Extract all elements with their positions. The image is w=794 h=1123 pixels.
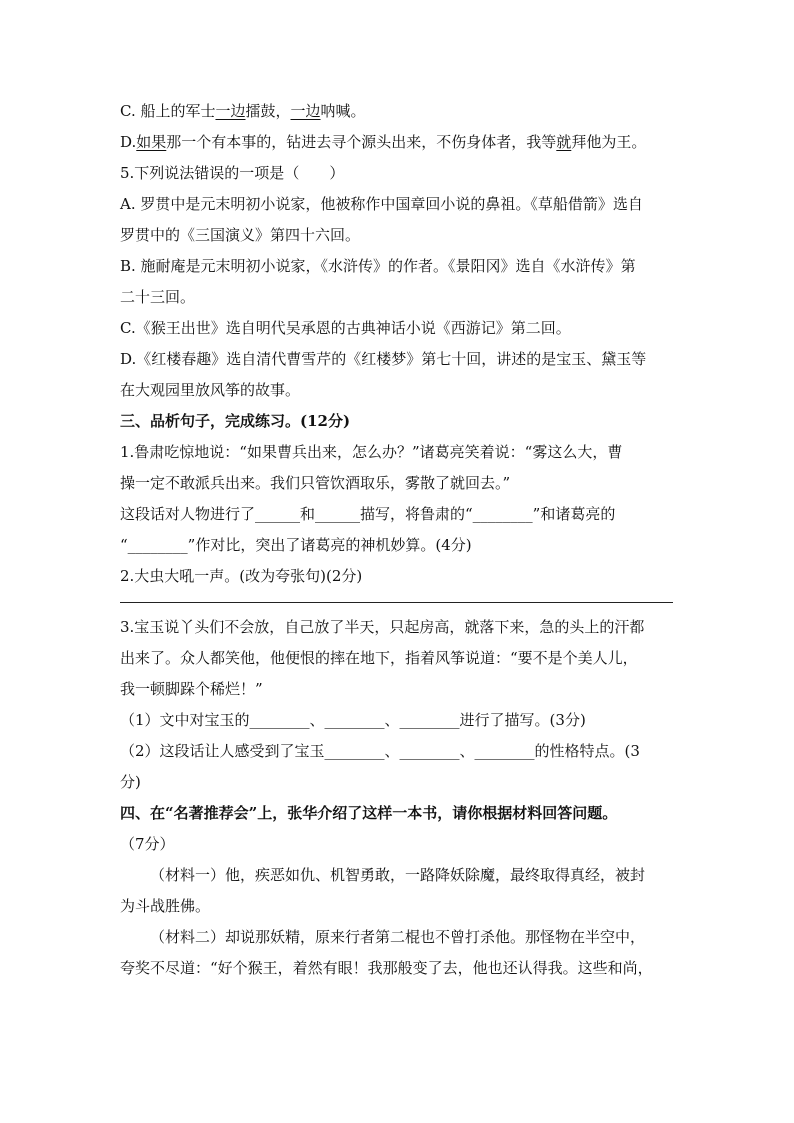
underlined-word: 就 xyxy=(556,133,572,151)
sec3-q3-sub2-line2: 分) xyxy=(120,773,141,791)
sec3-q3-sub2-line1: （2）这段话让人感受到了宝玉________、________、________的性格特点。(3 xyxy=(120,742,640,760)
q5-option-d-line2: 在大观园里放风筝的故事。 xyxy=(120,381,301,399)
sec3-q2: 2.大虫大吼一声。(改为夸张句)(2分) xyxy=(120,567,363,585)
material-2-line2: 夸奖不尽道：“好个猴王，着然有眼！我那般变了去，他也还认得我。这些和尚， xyxy=(120,959,653,977)
q4-option-d: D.如果那一个有本事的，钻进去寻个源头出来，不伤身体者，我等就拜他为王。 xyxy=(120,133,647,151)
section-4-heading: 四、在“名著推荐会”上，张华介绍了这样一本书，请你根据材料回答问题。 xyxy=(120,804,618,822)
q5-option-a-line2: 罗贯中的《三国演义》第四十六回。 xyxy=(120,226,361,244)
worksheet-page xyxy=(120,96,675,984)
section-4-heading-score: （7分） xyxy=(120,835,175,853)
sec3-q1-line4: “________”作对比，突出了诸葛亮的神机妙算。(4分) xyxy=(120,536,472,554)
sec3-q1-line1: 1.鲁肃吃惊地说：“如果曹兵出来，怎么办？”诸葛亮笑着说：“雾这么大，曹 xyxy=(120,443,623,461)
underlined-word: 如果 xyxy=(136,133,167,151)
q5-option-a-line1: A. 罗贯中是元末明初小说家，他被称作中国章回小说的鼻祖。《草船借箭》选自 xyxy=(120,195,643,213)
underlined-word: 一边 xyxy=(290,102,321,120)
sec3-q3-line3: 我一顿脚跺个稀烂！” xyxy=(120,680,263,698)
material-1-line2: 为斗战胜佛。 xyxy=(120,897,211,915)
underlined-word: 一边 xyxy=(215,102,246,120)
sec3-q1-line3: 这段话对人物进行了______和______描写，将鲁肃的“________”和诸葛亮的 xyxy=(120,505,616,523)
q5-option-b-line2: 二十三回。 xyxy=(120,288,196,306)
sec3-q3-sub1: （1）文中对宝玉的________、________、________进行了描写。(3分) xyxy=(120,711,586,729)
sec3-q3-line2: 出来了。众人都笑他，他便恨的摔在地下，指着风筝说道：“要不是个美人儿， xyxy=(120,649,638,667)
sec3-q3-line1: 3.宝玉说丫头们不会放，自己放了半天，只起房高，就落下来，急的头上的汗都 xyxy=(120,618,645,636)
q5-option-d-line1: D.《红楼春趣》选自清代曹雪芹的《红楼梦》第七十回，讲述的是宝玉、黛玉等 xyxy=(120,350,647,368)
q5-option-c: C.《猴王出世》选自明代吴承恩的古典神话小说《西游记》第二回。 xyxy=(120,319,571,337)
sec3-q1-line2: 操一定不敢派兵出来。我们只管饮酒取乐，雾散了就回去。” xyxy=(120,474,511,492)
material-2-line1: （材料二）却说那妖精，原来行者第二棍也不曾打杀他。那怪物在半空中， xyxy=(150,928,646,946)
q4-option-c: C. 船上的军士一边擂鼓，一边呐喊。 xyxy=(120,102,366,120)
section-3-heading: 三、品析句子，完成练习。(12分) xyxy=(120,412,351,430)
answer-line xyxy=(120,602,673,603)
q5-stem: 5.下列说法错误的一项是（ ） xyxy=(120,164,345,182)
material-1-line1: （材料一）他，疾恶如仇、机智勇敢，一路降妖除魔，最终取得真经，被封 xyxy=(150,866,646,884)
q5-option-b-line1: B. 施耐庵是元末明初小说家，《水浒传》的作者。《景阳冈》选自《水浒传》第 xyxy=(120,257,636,275)
